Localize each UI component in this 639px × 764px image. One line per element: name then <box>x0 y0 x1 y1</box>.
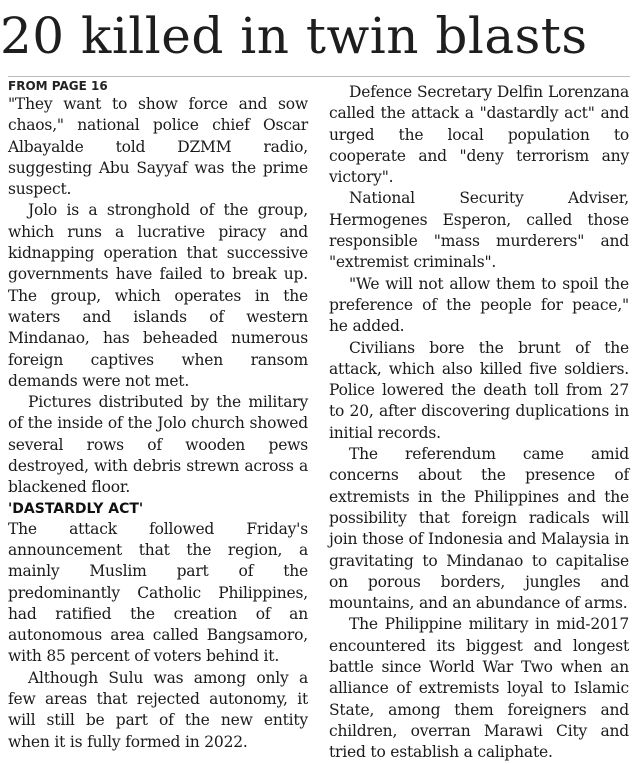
paragraph: National Security Adviser, Hermogenes Esperon, called those responsible "mass murderers" and "extremist criminals". <box>329 189 629 272</box>
paragraph: Defence Secretary Delfin Lorenzana called the attack a "dastardly act" and urged the local population to cooperate and "deny terrorism any victory". <box>329 83 629 187</box>
paragraph: The attack followed Friday's announcement that the region, a mainly Muslim part of the predominantly Catholic Philippines, had ratified the creation of an autonomous area called Bangsamoro, with 85 percent of voters behind it. <box>8 519 308 666</box>
subheading: 'DASTARDLY ACT' <box>8 500 144 517</box>
paragraph: "We will not allow them to spoil the preference of the people for peace," he added. <box>329 274 629 336</box>
paragraph: Jolo is a stronghold of the group, which runs a lucrative piracy and kidnapping operation that successive governments have failed to break up. The group, which operates in the waters and islands of western Mindanao, has beheaded numerous foreign captives when ransom demands were not met. <box>8 201 308 390</box>
article-column-right <box>329 82 629 764</box>
paragraph: Civilians bore the brunt of the attack, which also killed five soldiers. Police lowered the death toll from 27 to 20, after discovering duplications in initial records. <box>329 338 629 442</box>
paragraph: Although Sulu was among only a few areas that rejected autonomy, it will still be part of the new entity when it is fully formed in 2022. <box>8 668 308 751</box>
paragraph: "They want to show force and sow chaos," national police chief Oscar Albayalde told DZMM radio, suggesting Abu Sayyaf was the prime suspect. <box>8 95 308 199</box>
headline-rule <box>8 76 630 77</box>
paragraph: Pictures distributed by the military of the inside of the Jolo church showed several rows of wooden pews destroyed, with debris strewn across a blackened floor. <box>8 393 308 497</box>
headline: 20 killed in twin blasts <box>0 7 588 65</box>
article-column-left <box>8 78 308 753</box>
paragraph: The referendum came amid concerns about the presence of extremists in the Philippines and the possibility that foreign radicals will join those of Indonesia and Malaysia in gravitating to Mindanao to capitalise on porous borders, jungles and mountains, and an abundance of arms. <box>329 445 629 613</box>
paragraph: The Philippine military in mid-2017 encountered its biggest and longest battle since World War Two when an alliance of extremists loyal to Islamic State, among them foreigners and children, overran Marawi City and tried to establish a caliphate. <box>329 615 629 762</box>
continuation-label: FROM PAGE 16 <box>8 79 108 93</box>
